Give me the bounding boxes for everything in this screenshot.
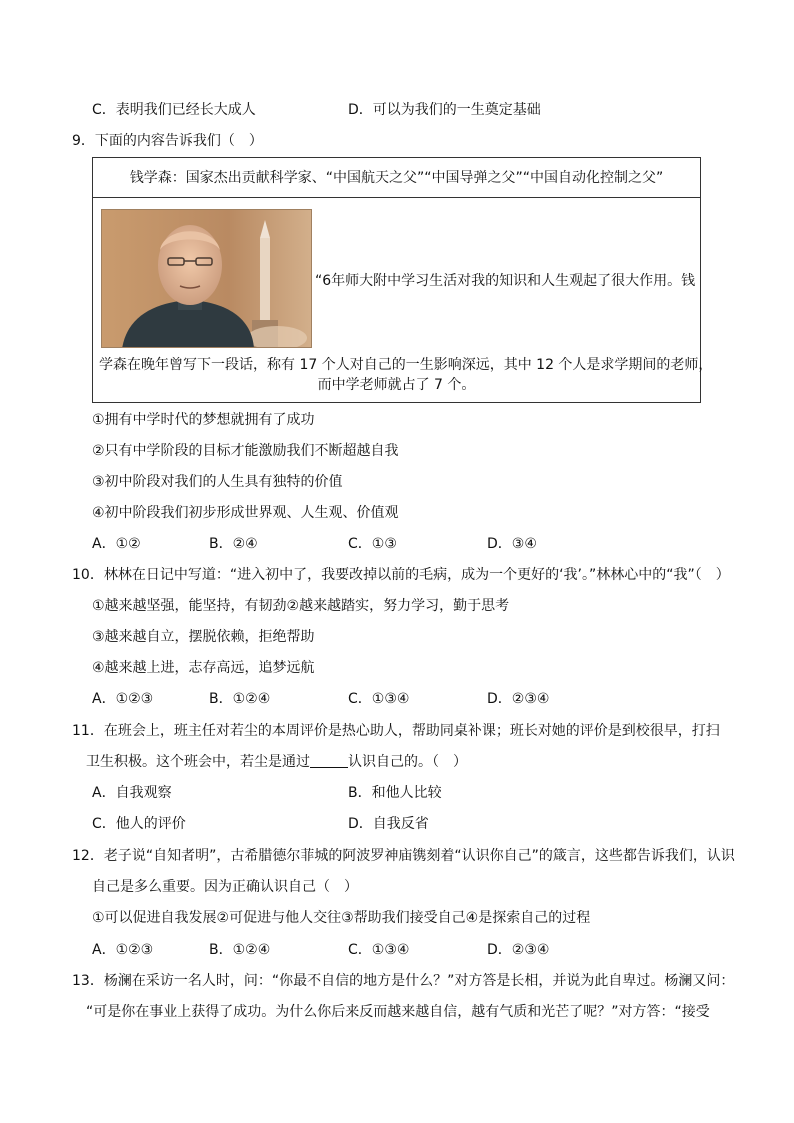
q12-statements: ①可以促进自我发展②可促进与他人交往③帮助我们接受自己④是探索自己的过程 <box>92 910 591 926</box>
q9-box-text-2: 学森在晚年曾写下一段话，称有 17 个人对自己的一生影响深远，其中 12 个人是求学期间的老师， <box>99 357 713 373</box>
q9-box-text-1: “6年师大附中学习生活对我的知识和人生观起了很大作用。钱 <box>315 273 696 289</box>
q9-box-text-3: 而中学老师就占了 7 个。 <box>317 377 476 393</box>
q9-statement-1: ①拥有中学时代的梦想就拥有了成功 <box>92 412 315 428</box>
q11-stem-part-b: 认识自己的。（ ） <box>348 754 467 770</box>
q8-option-d: D．可以为我们的一生奠定基础 <box>348 102 541 118</box>
q9-statement-4: ④初中阶段我们初步形成世界观、人生观、价值观 <box>92 505 399 521</box>
q13-stem-line-1: 13．杨澜在采访一名人时，问：“你最不自信的地方是什么？”对方答是长相，并说为此自卑过。杨澜又问： <box>72 973 735 989</box>
q10-option-d: D．②③④ <box>487 691 550 707</box>
q9-material-box <box>92 157 713 403</box>
q9-statement-3: ③初中阶段对我们的人生具有独特的价值 <box>92 474 343 490</box>
q10-statement-3: ④越来越上进，志存高远，追梦远航 <box>92 660 315 676</box>
answer-blank <box>310 753 348 768</box>
q12-option-c: C．①③④ <box>348 942 410 958</box>
q10-option-a: A．①②③ <box>92 691 154 707</box>
q10-option-c: C．①③④ <box>348 691 410 707</box>
q11-option-a: A．自我观察 <box>92 785 172 801</box>
q10-statement-1: ①越来越坚强，能坚持，有韧劲②越来越踏实，努力学习，勤于思考 <box>92 598 510 614</box>
q12-stem-line-2: 自己是多么重要。因为正确认识自己（ ） <box>92 879 358 895</box>
q11-option-c: C．他人的评价 <box>92 816 186 832</box>
q9-option-c: C．①③ <box>348 536 397 552</box>
q13-stem-line-2: “可是你在事业上获得了成功。为什么你后来反而越来越自信，越有气质和光芒了呢？”对方答：“接受 <box>86 1004 710 1020</box>
q9-stem: 9．下面的内容告诉我们（ ） <box>72 133 263 149</box>
q11-stem-part-a: 卫生积极。这个班会中，若尘是通过 <box>86 754 310 770</box>
q10-statement-2: ③越来越自立，摆脱依赖，拒绝帮助 <box>92 629 315 645</box>
q11-stem-line-1: 11．在班会上，班主任对若尘的本周评价是热心助人，帮助同桌补课；班长对她的评价是到校很早，打扫 <box>72 723 720 739</box>
q9-box-header: 钱学森：国家杰出贡献科学家、“中国航天之父”“中国导弹之父”“中国自动化控制之父” <box>93 158 700 198</box>
q10-stem: 10．林林在日记中写道：“进入初中了，我要改掉以前的毛病，成为一个更好的‘我’。”林林心中的“我”（ ） <box>72 567 730 583</box>
q9-option-b: B．②④ <box>209 536 258 552</box>
q12-option-d: D．②③④ <box>487 942 550 958</box>
q11-stem-line-2 <box>86 752 467 772</box>
q9-statement-2: ②只有中学阶段的目标才能激励我们不断超越自我 <box>92 443 399 459</box>
q12-option-b: B．①②④ <box>209 942 271 958</box>
q11-option-d: D．自我反省 <box>348 816 429 832</box>
portrait-photo <box>101 209 312 348</box>
q12-stem-line-1: 12．老子说“自知者明”，古希腊德尔菲城的阿波罗神庙镌刻着“认识你自己”的箴言，这些都告诉我们，认识 <box>72 848 735 864</box>
q8-option-c: C．表明我们已经长大成人 <box>92 102 256 118</box>
q9-option-a: A．①② <box>92 536 141 552</box>
q12-option-a: A．①②③ <box>92 942 154 958</box>
q10-option-b: B．①②④ <box>209 691 271 707</box>
q11-option-b: B．和他人比较 <box>348 785 442 801</box>
q9-option-d: D．③④ <box>487 536 537 552</box>
